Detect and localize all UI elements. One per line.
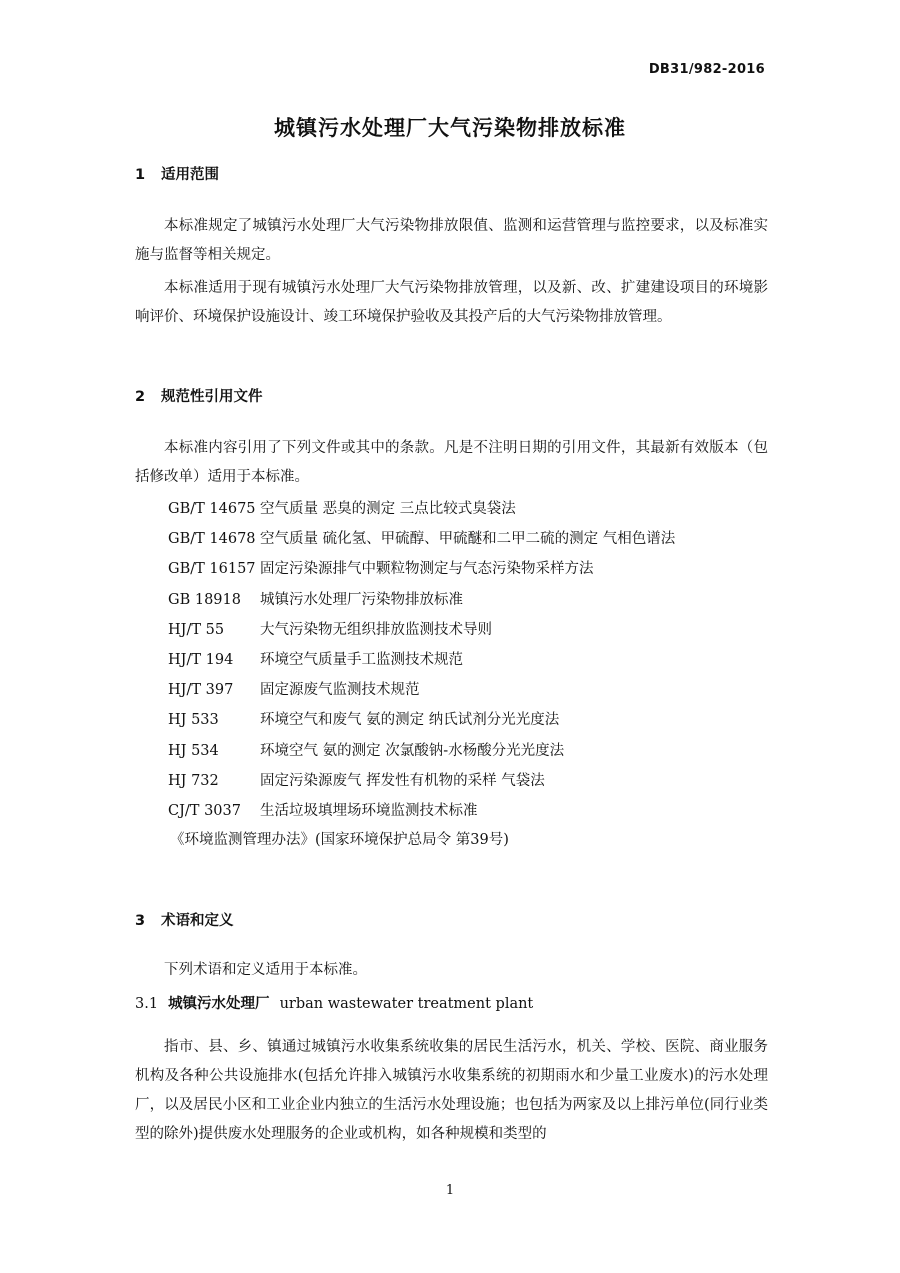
reference-item	[168, 645, 675, 675]
term-english: urban wastewater treatment plant	[279, 996, 534, 1012]
reference-code: HJ 533	[168, 712, 219, 729]
reference-name: 环境空气质量手工监测技术规范	[260, 651, 463, 668]
subsection-number: 3.1	[135, 996, 159, 1012]
reference-code: GB 18918	[168, 591, 241, 608]
reference-name: 大气污染物无组织排放监测技术导则	[260, 621, 492, 638]
reference-list	[168, 494, 675, 826]
reference-item	[168, 796, 675, 826]
reference-item	[168, 524, 675, 554]
term-definition: 指市、县、乡、镇通过城镇污水收集系统收集的居民生活污水，机关、学校、医院、商业服务机构及各种公共设施排水(包括允许排入城镇污水收集系统的初期雨水和少量工业废水)的污水处理厂，以及居民小区和工业企业内独立的生活污水处理设施；也包括为两家及以上排污单位(同行业类型的除外)提供废水处理服务的企业或机构，如各种规模和类型的	[135, 1039, 768, 1142]
document-code: DB31/982-2016	[648, 62, 765, 77]
terms-intro: 下列术语和定义适用于本标准。	[164, 962, 367, 978]
reference-item	[168, 554, 675, 584]
reference-code: HJ/T 194	[168, 651, 234, 668]
reference-name: 空气质量 恶臭的测定 三点比较式臭袋法	[260, 501, 516, 517]
reference-code: HJ 534	[168, 742, 219, 759]
section-number: 3	[135, 913, 146, 929]
reference-item	[168, 705, 675, 735]
reference-code: GB/T 16157	[168, 561, 256, 578]
section-heading-scope	[135, 163, 219, 184]
section-title: 术语和定义	[161, 913, 234, 929]
references-intro: 本标准内容引用了下列文件或其中的条款。凡是不注明日期的引用文件，其最新有效版本（包括修改单）适用于本标准。	[135, 440, 768, 485]
reference-note: 《环境监测管理办法》(国家环境保护总局令 第39号)	[170, 832, 509, 848]
document-title: 城镇污水处理厂大气污染物排放标准	[274, 116, 626, 140]
reference-name: 空气质量 硫化氢、甲硫醇、甲硫醚和二甲二硫的测定 气相色谱法	[260, 531, 676, 548]
reference-code: GB/T 14675	[168, 501, 256, 517]
section-number: 1	[135, 167, 146, 183]
section-title: 适用范围	[161, 167, 219, 183]
reference-name: 固定污染源废气 挥发性有机物的采样 气袋法	[260, 772, 545, 789]
reference-item	[168, 494, 675, 524]
reference-name: 环境空气和废气 氨的测定 纳氏试剂分光光度法	[260, 712, 560, 729]
section-heading-terms	[135, 909, 234, 930]
reference-name: 环境空气 氨的测定 次氯酸钠-水杨酸分光光度法	[260, 742, 565, 759]
subsection-heading-term	[135, 992, 533, 1013]
reference-name: 固定源废气监测技术规范	[260, 682, 420, 699]
reference-item	[168, 766, 675, 796]
reference-name: 固定污染源排气中颗粒物测定与气态污染物采样方法	[260, 561, 594, 578]
reference-code: CJ/T 3037	[168, 802, 241, 819]
scope-paragraph-2: 本标准适用于现有城镇污水处理厂大气污染物排放管理，以及新、改、扩建建设项目的环境影响评价、环境保护设施设计、竣工环境保护验收及其投产后的大气污染物排放管理。	[135, 280, 768, 325]
reference-code: HJ/T 397	[168, 682, 234, 699]
term-chinese: 城镇污水处理厂	[168, 996, 270, 1012]
reference-item	[168, 615, 675, 645]
reference-code: HJ/T 55	[168, 621, 225, 638]
reference-name: 城镇污水处理厂污染物排放标准	[260, 591, 463, 608]
section-heading-references	[135, 385, 263, 406]
reference-item	[168, 736, 675, 766]
reference-code: GB/T 14678	[168, 531, 256, 548]
section-title: 规范性引用文件	[161, 389, 263, 405]
reference-item	[168, 585, 675, 615]
reference-code: HJ 732	[168, 772, 219, 789]
page-number: 1	[445, 1183, 455, 1198]
section-number: 2	[135, 389, 146, 405]
reference-name: 生活垃圾填埋场环境监测技术标准	[260, 802, 478, 819]
reference-item	[168, 675, 675, 705]
scope-paragraph-1: 本标准规定了城镇污水处理厂大气污染物排放限值、监测和运营管理与监控要求，以及标准实施与监督等相关规定。	[135, 218, 768, 263]
